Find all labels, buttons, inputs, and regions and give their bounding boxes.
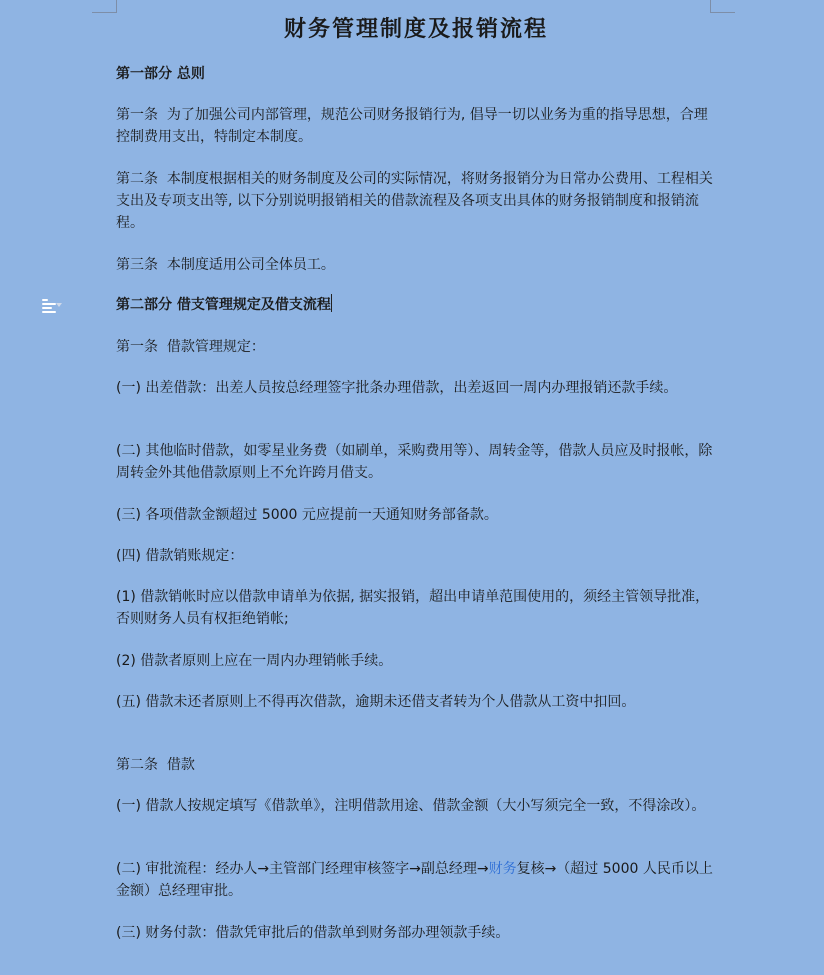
paragraph: (三) 财务付款：借款凭审批后的借款单到财务部办理领款手续。 [116,925,510,941]
chevron-down-icon[interactable] [56,303,62,307]
section-heading-general: 第一部分 总则 [116,66,205,82]
text-run: (二) 审批流程：经办人→主管部门经理审核签字→副总经理→ [116,861,489,877]
text-run: 复核→（超过 5000 人民币以上金额）总经理审批。 [116,861,713,899]
paragraph: (三) 各项借款金额超过 5000 元应提前一天通知财务部备款。 [116,507,498,523]
paragraph: 第一条 为了加强公司内部管理，规范公司财务报销行为, 倡导一切以业务为重的指导思想，合理控制费用支出，特制定本制度。 [116,107,708,145]
paragraph: (2) 借款者原则上应在一周内办理销帐手续。 [116,653,393,669]
finance-link[interactable]: 财务 [488,861,517,877]
paragraph: 第二条 本制度根据相关的财务制度及公司的实际情况，将财务报销分为日常办公费用、工程相关支出及专项支出等, 以下分别说明报销相关的借款流程及各项支出具体的财务报销制度和报销流程。 [116,171,713,231]
paragraph: 第一条 借款管理规定： [116,339,265,355]
paragraph-approval-flow [116,858,716,902]
paragraph: (二) 其他临时借款，如零星业务费（如刷单，采购费用等）、周转金等，借款人员应及时报帐，除周转金外其他借款原则上不允许跨月借支。 [116,443,713,481]
text-cursor [331,294,332,312]
paragraph-layout-icon[interactable] [42,296,62,314]
page-corner-mark-left [92,0,117,13]
document-title: 财务管理制度及报销流程 [283,16,548,42]
section-heading-loans[interactable] [116,294,716,316]
paragraph: (一) 出差借款：出差人员按总经理签字批条办理借款，出差返回一周内办理报销还款手续。 [116,380,678,396]
paragraph: 第二条 借款 [116,757,195,773]
heading-text: 第二部分 借支管理规定及借支流程 [116,297,331,313]
paragraph: (一) 借款人按规定填写《借款单》，注明借款用途、借款金额（大小写须完全一致，不得涂改）。 [116,798,706,814]
paragraph: (1) 借款销帐时应以借款申请单为依据, 据实报销，超出申请单范围使用的，须经主管领导批准，否则财务人员有权拒绝销帐; [116,589,710,627]
paragraph: (四) 借款销账规定： [116,548,244,564]
paragraph: 第三条 本制度适用公司全体员工。 [116,257,335,273]
paragraph: (五) 借款未还者原则上不得再次借款，逾期未还借支者转为个人借款从工资中扣回。 [116,694,636,710]
